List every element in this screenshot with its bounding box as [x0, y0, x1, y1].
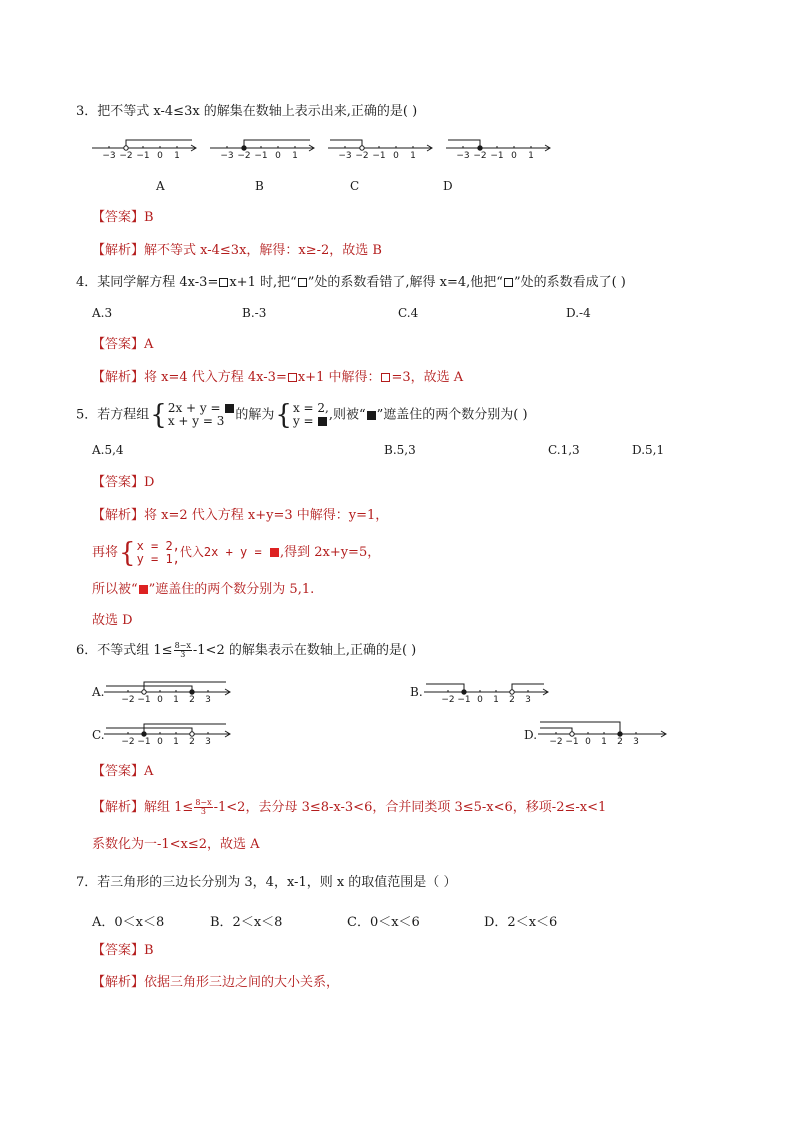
q3-option-a: A	[156, 179, 165, 193]
covered-square-icon	[225, 404, 234, 413]
solution-ray	[106, 728, 192, 734]
closed-dot	[618, 732, 622, 736]
answer-tag: 【答案】	[92, 943, 145, 958]
answer-value: B	[144, 943, 154, 958]
tick-label: −2	[121, 737, 135, 747]
analysis-tag: 【解析】	[92, 370, 145, 385]
q4-stem	[76, 274, 626, 292]
q3-option-d: D	[443, 179, 453, 193]
answer-value: A	[144, 764, 154, 779]
tick-label: 1	[493, 695, 499, 705]
open-dot	[124, 146, 128, 150]
equation-line: 2x + y =	[167, 401, 225, 415]
tick-label: −2	[121, 695, 135, 705]
q4-option-b: B.-3	[242, 306, 267, 320]
solution-ray	[144, 724, 226, 734]
brace-icon: {	[119, 536, 136, 569]
covered-square-icon	[367, 411, 376, 420]
tick-label: −1	[565, 737, 579, 747]
tick-label: 2	[509, 695, 515, 705]
analysis-text: =3，故选 A	[391, 370, 464, 385]
answer-tag: 【答案】	[92, 764, 145, 779]
q5-stem-part: 的解为	[235, 407, 275, 423]
answer-value: D	[144, 475, 155, 490]
brace-icon: {	[275, 399, 292, 431]
tick-label: 1	[410, 151, 416, 161]
equation-system	[168, 402, 236, 428]
tick-label: −2	[441, 695, 455, 705]
tick-label: 1	[173, 737, 179, 747]
analysis-text: 将 x=4 代入方程 4x-3=	[144, 370, 287, 385]
tick-label: 2	[617, 737, 623, 747]
closed-dot	[242, 146, 246, 150]
equation-line: y = 1,	[136, 551, 180, 566]
tick-label: −3	[102, 151, 116, 161]
tick-label: 3	[633, 737, 639, 747]
tick-label: 0	[511, 151, 517, 161]
open-dot	[142, 690, 146, 694]
tick-label: −1	[254, 151, 268, 161]
answer-value: A	[144, 337, 154, 352]
q5-stem-part: 5．若方程组	[76, 407, 150, 423]
q4-option-d: D.-4	[566, 306, 591, 320]
fraction-denominator: 3	[180, 650, 186, 659]
tick-label: −2	[119, 151, 133, 161]
analysis-text: 依据三角形三边之间的大小关系，	[144, 975, 340, 990]
q3-number-lines	[0, 136, 794, 176]
analysis-tag: 【解析】	[92, 800, 145, 815]
analysis-tag: 【解析】	[92, 508, 145, 523]
q6-option-c: C.	[92, 728, 105, 742]
q5-stem-part: ,则被“	[328, 407, 366, 423]
q3-answer	[92, 209, 154, 227]
q5-analysis-1	[92, 507, 388, 525]
analysis-text: -1<2，去分母 3≤8-x-3<6，合并同类项 3≤5-x<6，移项-2≤-x<1	[213, 800, 607, 815]
q5-answer	[92, 474, 154, 492]
solution-ray	[144, 682, 226, 692]
q7-answer	[92, 942, 154, 960]
q7-stem: 7．若三角形的三边长分别为 3，4，x-1，则 x 的取值范围是（ ）	[76, 875, 457, 890]
q6-stem-part: -1<2 的解集表示在数轴上,正确的是( )	[192, 643, 417, 658]
blank-square-icon	[219, 278, 228, 287]
q5-option-b: B.5,3	[384, 443, 416, 457]
tick-label: −1	[457, 695, 471, 705]
analysis-text: 解不等式 x-4≤3x，解得：x≥-2，故选 B	[144, 243, 382, 258]
tick-label: 0	[275, 151, 281, 161]
open-dot	[570, 732, 574, 736]
analysis-text: 将 x=2 代入方程 x+y=3 中解得：y=1，	[144, 508, 389, 523]
q7-option-c: C．0＜x＜6	[347, 915, 420, 930]
tick-label: 3	[205, 737, 211, 747]
tick-label: 2	[189, 695, 195, 705]
q3-option-b: B	[255, 179, 264, 193]
tick-label: −1	[136, 151, 150, 161]
open-dot	[510, 690, 514, 694]
q6-stem	[76, 640, 416, 662]
tick-label: 0	[157, 151, 163, 161]
solution-ray	[126, 140, 192, 148]
solution-ray	[330, 140, 362, 148]
blank-square-icon	[288, 373, 297, 382]
q5-stem-part: ”遮盖住的两个数分别为( )	[376, 407, 528, 423]
q4-analysis	[92, 369, 463, 387]
analysis-text: 代入2x + y =	[179, 545, 269, 559]
tick-label: 1	[173, 695, 179, 705]
tick-label: −3	[338, 151, 352, 161]
q6-stem-part: 6．不等式组 1≤	[76, 643, 173, 658]
tick-label: 0	[157, 695, 163, 705]
tick-label: 1	[174, 151, 180, 161]
answer-tag: 【答案】	[92, 337, 145, 352]
q3-option-c: C	[350, 179, 360, 193]
closed-dot	[478, 146, 482, 150]
q4-stem-part: ”处的系数看成了( )	[513, 275, 626, 290]
q7-option-a: A．0＜x＜8	[92, 915, 165, 930]
tick-label: −1	[137, 737, 151, 747]
solution-ray	[426, 684, 464, 692]
q4-stem-part: 4．某同学解方程 4x-3=	[76, 275, 219, 290]
tick-label: −2	[237, 151, 251, 161]
tick-label: −2	[549, 737, 563, 747]
q3-stem: 3．把不等式 x-4≤3x 的解集在数轴上表示出来,正确的是( )	[76, 104, 418, 119]
covered-square-icon	[270, 548, 279, 557]
q4-stem-part: x+1 时,把“	[229, 275, 297, 290]
q5-option-a: A.5,4	[92, 443, 124, 457]
solution-ray	[106, 686, 192, 692]
q4-answer	[92, 336, 153, 354]
open-dot	[360, 146, 364, 150]
tick-label: −3	[456, 151, 470, 161]
q5-analysis-2	[92, 538, 380, 567]
q5-option-c: C.1,3	[548, 443, 580, 457]
tick-label: 3	[525, 695, 531, 705]
tick-label: 0	[393, 151, 399, 161]
q5-option-d: D.5,1	[632, 443, 665, 457]
q4-option-c: C.4	[398, 306, 419, 320]
analysis-text: ,得到 2x+y=5，	[279, 545, 381, 560]
closed-dot	[190, 690, 194, 694]
analysis-tag: 【解析】	[92, 243, 145, 258]
fraction-denominator: 3	[200, 807, 207, 816]
analysis-text: ”遮盖住的两个数分别为 5,1.	[148, 582, 315, 597]
blank-square-icon	[298, 278, 307, 287]
analysis-text: 再将	[92, 545, 119, 560]
tick-label: 1	[601, 737, 607, 747]
q7-option-d: D．2＜x＜6	[484, 915, 558, 930]
answer-tag: 【答案】	[92, 210, 145, 225]
fraction	[194, 799, 212, 816]
open-dot	[190, 732, 194, 736]
tick-label: −1	[372, 151, 386, 161]
tick-label: 1	[292, 151, 298, 161]
solution-system	[137, 540, 180, 566]
covered-square-icon	[139, 585, 148, 594]
q5-stem	[76, 399, 528, 431]
analysis-tag: 【解析】	[92, 975, 145, 990]
q5-analysis-3	[92, 581, 314, 599]
tick-label: −2	[355, 151, 369, 161]
q7-analysis	[92, 974, 339, 992]
tick-label: 0	[585, 737, 591, 747]
analysis-text: x+1 中解得：	[297, 370, 381, 385]
q5-analysis-4: 故选 D	[92, 613, 133, 628]
closed-dot	[142, 732, 146, 736]
q7-option-b: B．2＜x＜8	[210, 915, 283, 930]
equation-line: y =	[292, 414, 318, 428]
blank-square-icon	[504, 278, 513, 287]
tick-label: 1	[528, 151, 534, 161]
q6-answer	[92, 763, 153, 781]
q6-analysis-2: 系数化为一-1<x≤2，故选 A	[92, 837, 260, 852]
q6-analysis-1	[92, 797, 606, 819]
solution-system	[293, 402, 329, 428]
answer-value: B	[144, 210, 154, 225]
covered-square-icon	[318, 417, 327, 426]
fraction	[174, 642, 192, 659]
solution-ray	[448, 140, 480, 148]
fraction-numerator: 8−x	[174, 641, 191, 650]
closed-dot	[462, 690, 466, 694]
tick-label: −1	[490, 151, 504, 161]
analysis-text: 解组 1≤	[144, 800, 194, 815]
brace-icon: {	[150, 399, 167, 431]
equation-line: x + y = 3	[167, 414, 225, 428]
fraction-numerator: 8−x	[195, 798, 212, 807]
q6-option-a: A.	[92, 685, 105, 699]
answer-tag: 【答案】	[92, 475, 145, 490]
q6-option-d: D.	[524, 728, 538, 742]
tick-label: −1	[137, 695, 151, 705]
solution-ray	[244, 140, 310, 148]
q6-option-b: B.	[410, 685, 423, 699]
q4-option-a: A.3	[92, 306, 113, 320]
analysis-text: 所以被“	[92, 582, 138, 597]
equation-line: x = 2,	[292, 401, 329, 415]
q3-analysis	[92, 242, 382, 260]
tick-label: 3	[205, 695, 211, 705]
blank-square-icon	[381, 373, 390, 382]
equation-line: x = 2,	[136, 538, 180, 553]
tick-label: −2	[473, 151, 487, 161]
tick-label: 0	[157, 737, 163, 747]
tick-label: 2	[189, 737, 195, 747]
q6-number-lines	[0, 672, 794, 762]
tick-label: −3	[220, 151, 234, 161]
tick-label: 0	[477, 695, 483, 705]
q4-stem-part: ”处的系数看错了,解得 x=4,他把“	[307, 275, 503, 290]
